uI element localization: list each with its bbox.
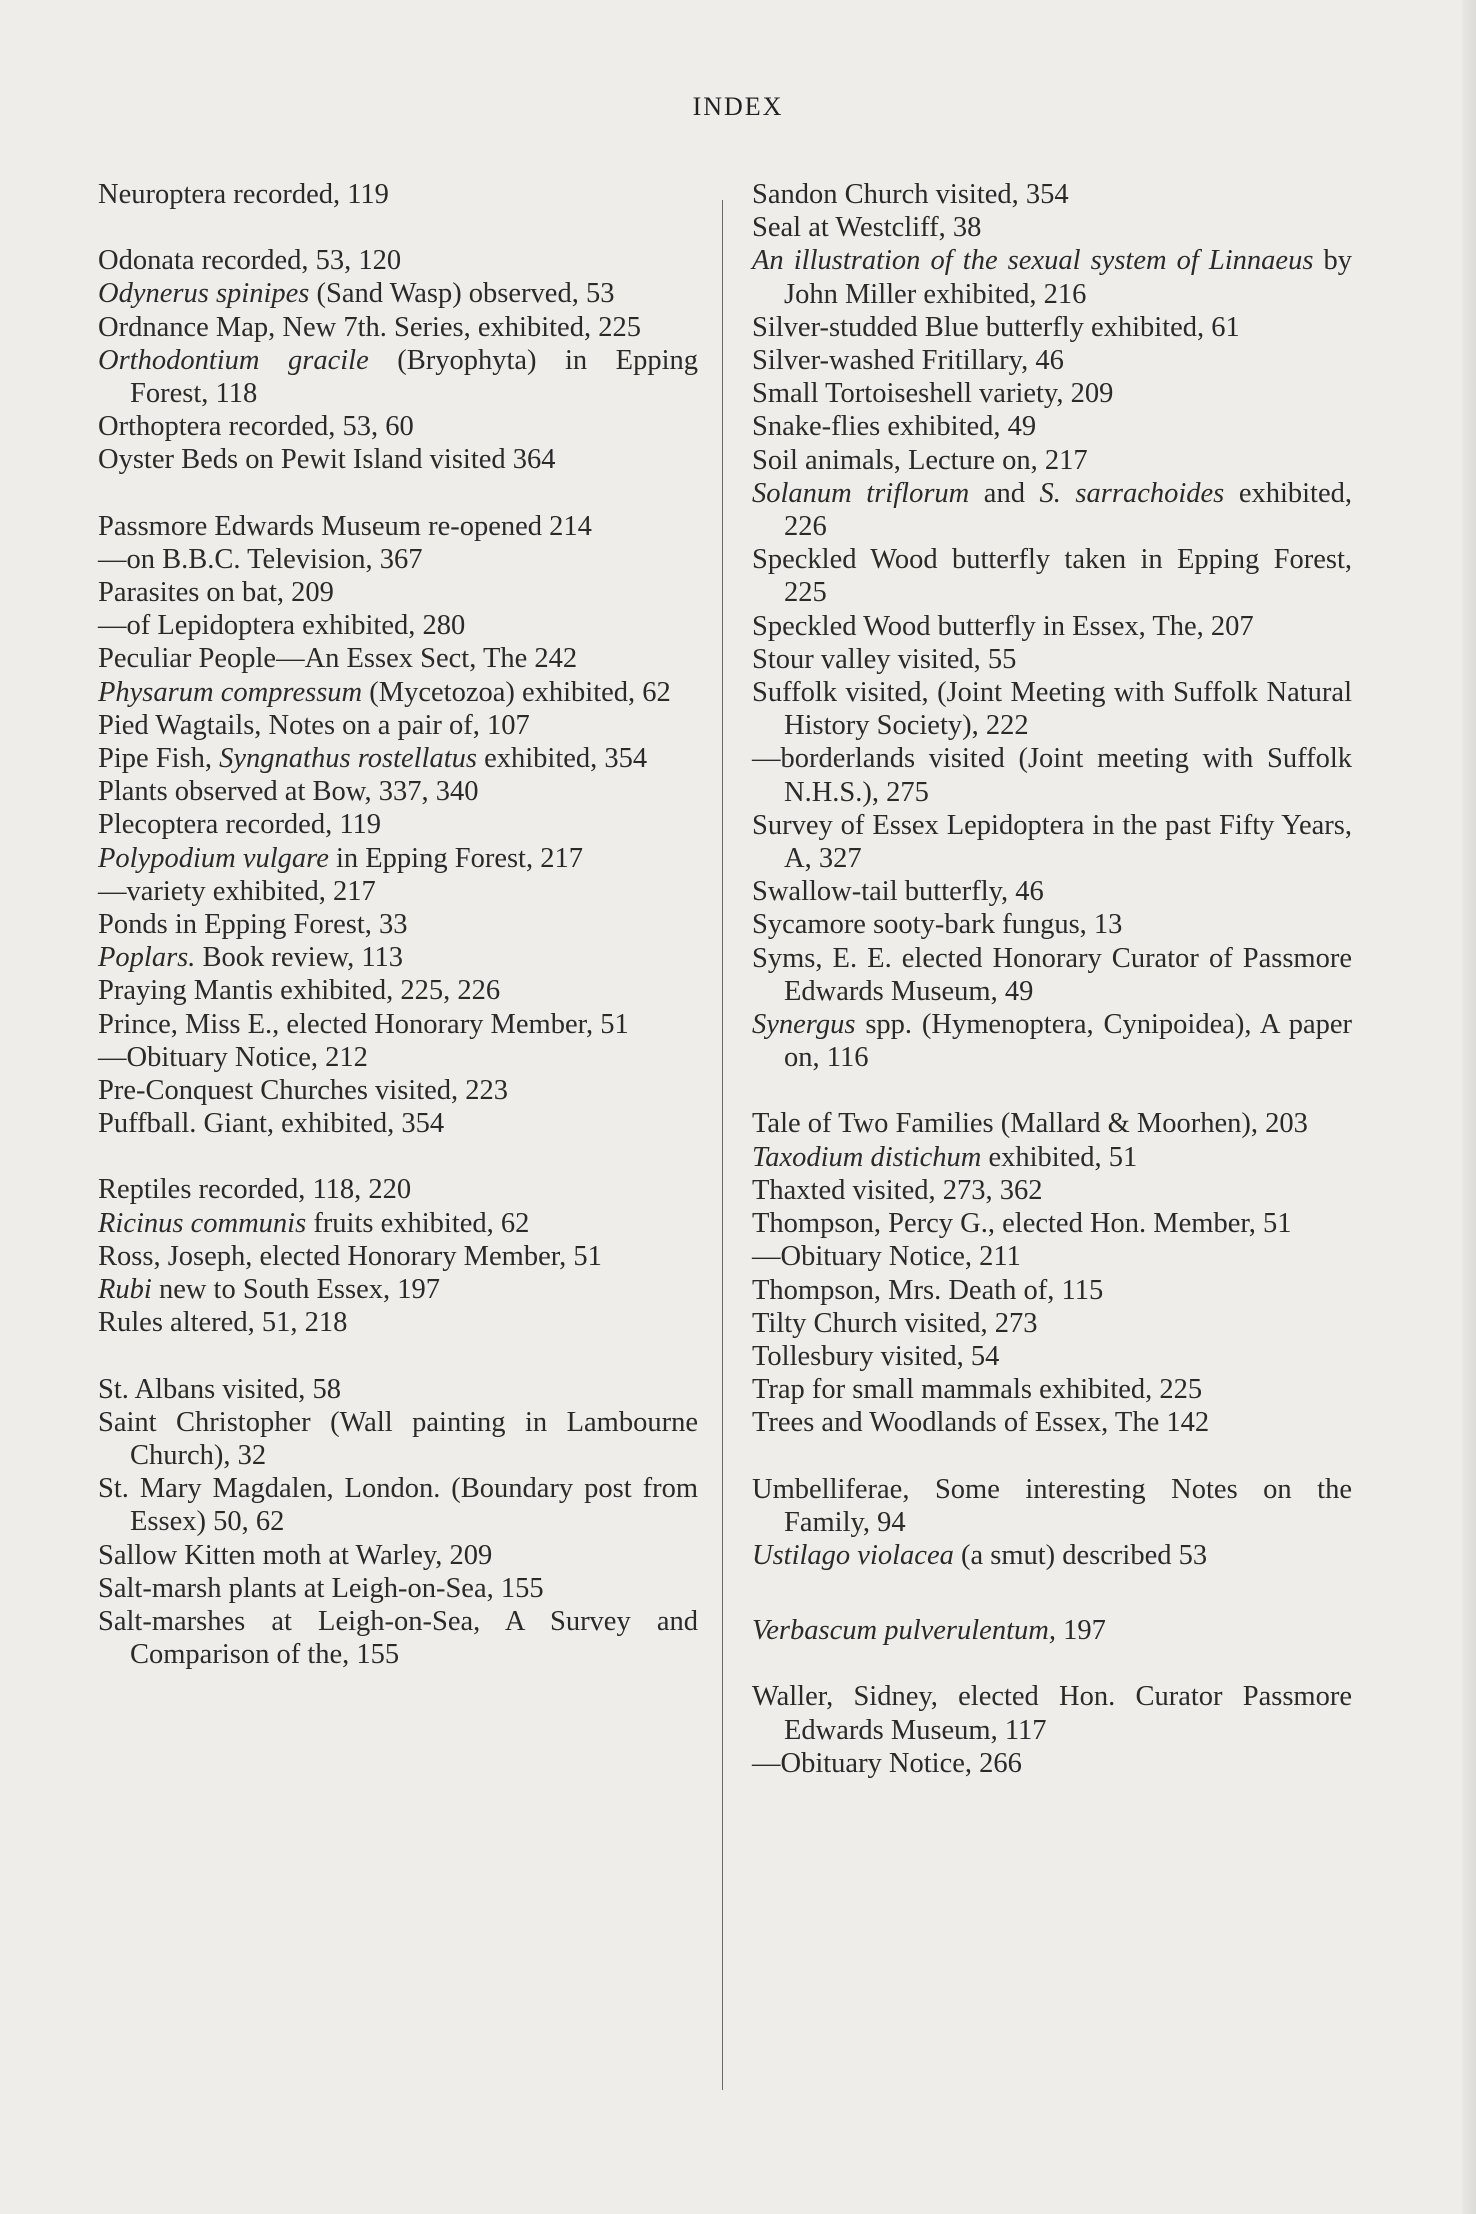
index-entry (98, 1107, 698, 1140)
entry-text: Pre-Conquest Churches visited, 223 (98, 1075, 509, 1107)
index-entry (752, 942, 1352, 1008)
index-entry (98, 1008, 698, 1041)
entry-italic-text: Ricinus communis (98, 1207, 307, 1239)
entry-text: Parasites on bat, 209 (98, 577, 334, 609)
entry-text: Odonata recorded, 53, 120 (98, 245, 402, 277)
entry-text: Thompson, Mrs. Death of, 115 (752, 1274, 1104, 1306)
entry-italic-text: Syngnathus rostellatus (219, 743, 477, 775)
entry-text: Umbelliferae, Some interesting Notes on the Family, 94 (752, 1473, 1352, 1538)
index-entry (98, 875, 698, 908)
entry-text: —borderlands visited (Joint meeting with Suffolk N.H.S.), 275 (752, 743, 1352, 808)
entry-text: Sycamore sooty-bark fungus, 13 (752, 909, 1123, 941)
column-divider (722, 200, 723, 2090)
index-entry (98, 709, 698, 742)
entry-text: —of Lepidoptera exhibited, 280 (98, 610, 466, 642)
entry-italic-text: Poplars. (98, 942, 196, 974)
entry-text: Speckled Wood butterfly taken in Epping Forest, 225 (752, 544, 1352, 609)
entry-text: Rules altered, 51, 218 (98, 1307, 348, 1339)
index-entry (98, 1173, 698, 1206)
entry-text: Ordnance Map, New 7th. Series, exhibited, 225 (98, 311, 641, 343)
entry-italic-text: An illustration of the sexual system of Linnaeus (752, 245, 1314, 277)
entry-text: Pied Wagtails, Notes on a pair of, 107 (98, 709, 530, 741)
letter-group-gap (752, 1440, 1352, 1473)
entry-text: Praying Mantis exhibited, 225, 226 (98, 975, 501, 1007)
index-entry (98, 775, 698, 808)
entry-italic-text: Synergus (752, 1009, 856, 1041)
entry-text: spp. (Hymenoptera, Cynipoidea), A paper on, 116 (784, 1009, 1352, 1074)
entry-text: Stour valley visited, 55 (752, 643, 1017, 675)
entry-text: (Mycetozoa) exhibited, 62 (362, 676, 671, 708)
entry-text: Survey of Essex Lepidoptera in the past Fifty Years, A, 327 (752, 809, 1352, 875)
entry-text: (Bryophyta) in Epping Forest, 118 (130, 344, 698, 410)
letter-group-gap (752, 1572, 1352, 1614)
entry-text: Silver-washed Fritillary, 46 (752, 345, 1064, 377)
entry-text: —Obituary Notice, 266 (752, 1747, 1022, 1779)
entry-text: Sandon Church visited, 354 (752, 179, 1069, 210)
entry-text: Oyster Beds on Pewit Island visited 364 (98, 444, 556, 476)
entry-italic-text: Verbascum pulverulentum, (752, 1615, 1056, 1647)
entry-text: new to South Essex, 197 (151, 1274, 440, 1306)
index-entry (752, 311, 1352, 344)
index-entry (752, 1174, 1352, 1207)
entry-text: Tollesbury visited, 54 (752, 1340, 1000, 1372)
entry-text: Puffball. Giant, exhibited, 354 (98, 1108, 445, 1140)
entry-italic-text: Orthodontium gracile (98, 344, 369, 376)
entry-text: Soil animals, Lecture on, 217 (752, 444, 1088, 476)
index-entry (752, 1340, 1352, 1373)
entry-text: Seal at Westcliff, 38 (752, 212, 982, 244)
index-entry (752, 178, 1352, 211)
letter-group-gap (98, 211, 698, 244)
entry-text: Syms, E. E. elected Honorary Curator of Passmore Edwards Museum, 49 (752, 942, 1352, 1007)
entry-text: St. Albans visited, 58 (98, 1373, 342, 1405)
entry-italic-text: Physarum compressum (98, 676, 363, 708)
letter-group-gap (752, 1647, 1352, 1680)
entry-text: Swallow-tail butterfly, 46 (752, 876, 1044, 908)
index-entry (752, 1473, 1352, 1539)
index-entry (752, 410, 1352, 443)
index-entry (98, 808, 698, 841)
entry-text: Small Tortoiseshell variety, 209 (752, 378, 1114, 410)
index-entry (98, 510, 698, 543)
index-entry (98, 609, 698, 642)
index-entry (98, 576, 698, 609)
entry-text: 197 (1055, 1615, 1106, 1647)
entry-text: Peculiar People—An Essex Sect, The 242 (98, 643, 578, 675)
index-entry (752, 244, 1352, 310)
index-entry (752, 1207, 1352, 1240)
index-entry (98, 742, 698, 775)
letter-group-gap (98, 1340, 698, 1373)
index-entry (98, 1605, 698, 1671)
index-entry (752, 643, 1352, 676)
entry-text: Orthoptera recorded, 53, 60 (98, 411, 414, 443)
index-entry (98, 974, 698, 1007)
entry-text: Plecoptera recorded, 119 (98, 809, 382, 841)
page-edge (1462, 0, 1476, 2214)
index-entry (752, 1373, 1352, 1406)
index-column-right (752, 178, 1352, 1780)
entry-text: St. Mary Magdalen, London. (Boundary post from Essex) 50, 62 (98, 1473, 698, 1538)
entry-text: Trees and Woodlands of Essex, The 142 (752, 1407, 1210, 1439)
entry-text: Saint Christopher (Wall painting in Lambourne Church), 32 (98, 1406, 698, 1471)
index-entry (752, 344, 1352, 377)
index-entry (752, 875, 1352, 908)
entry-text: Neuroptera recorded, 119 (98, 179, 389, 210)
entry-text: Trap for small mammals exhibited, 225 (752, 1374, 1203, 1406)
index-entry (98, 676, 698, 709)
index-entry (752, 610, 1352, 643)
letter-group-gap (752, 1074, 1352, 1107)
index-entry (98, 1539, 698, 1572)
index-entry (752, 1008, 1352, 1074)
index-entry (752, 1240, 1352, 1273)
index-entry (98, 1572, 698, 1605)
entry-text: —variety exhibited, 217 (98, 875, 376, 907)
entry-text: Salt-marshes at Leigh-on-Sea, A Survey and Comparison of the, 155 (98, 1605, 698, 1671)
entry-text: Tilty Church visited, 273 (752, 1307, 1038, 1339)
entry-text: Passmore Edwards Museum re-opened 214 (98, 510, 592, 542)
index-entry (752, 1614, 1352, 1647)
index-entry (98, 443, 698, 476)
entry-text: by John Miller exhibited, 216 (784, 245, 1352, 310)
entry-text: Pipe Fish, (98, 743, 220, 775)
entry-text: Thaxted visited, 273, 362 (752, 1174, 1043, 1206)
entry-text: Plants observed at Bow, 337, 340 (98, 776, 479, 808)
index-entry (752, 1680, 1352, 1746)
entry-text: Ponds in Epping Forest, 33 (98, 909, 408, 941)
index-entry (752, 742, 1352, 808)
entry-text: Silver-studded Blue butterfly exhibited, 61 (752, 311, 1240, 343)
index-entry (752, 543, 1352, 609)
index-entry (98, 277, 698, 310)
entry-text: Ross, Joseph, elected Honorary Member, 51 (98, 1240, 602, 1272)
entry-text: Snake-flies exhibited, 49 (752, 411, 1037, 443)
entry-italic-text: Rubi (98, 1274, 152, 1306)
letter-group-gap (98, 1140, 698, 1173)
index-column-left (98, 178, 698, 1671)
index-entry (752, 477, 1352, 543)
index-entry (98, 941, 698, 974)
index-entry (752, 1307, 1352, 1340)
index-entry (98, 1041, 698, 1074)
entry-italic-text: S. sarrachoides (1039, 477, 1225, 509)
index-entry (752, 211, 1352, 244)
index-entry (752, 1141, 1352, 1174)
index-entry (752, 1406, 1352, 1439)
entry-text: in Epping Forest, 217 (328, 842, 583, 874)
entry-text: and (969, 477, 1040, 509)
letter-group-gap (98, 477, 698, 510)
entry-italic-text: Taxodium distichum (752, 1141, 982, 1173)
index-entry (98, 410, 698, 443)
entry-italic-text: Ustilago violacea (752, 1539, 954, 1571)
entry-text: Sallow Kitten moth at Warley, 209 (98, 1539, 493, 1571)
index-entry (98, 1373, 698, 1406)
index-entry (752, 1107, 1352, 1140)
index-entry (98, 642, 698, 675)
entry-text: Prince, Miss E., elected Honorary Member, 51 (98, 1008, 629, 1040)
entry-text: (Sand Wasp) observed, 53 (309, 278, 615, 310)
index-entry (752, 1747, 1352, 1780)
index-entry (98, 543, 698, 576)
entry-text: Salt-marsh plants at Leigh-on-Sea, 155 (98, 1572, 544, 1604)
entry-text: Suffolk visited, (Joint Meeting with Suffolk Natural History Society), 222 (752, 677, 1352, 742)
index-entry (752, 377, 1352, 410)
entry-text: exhibited, 226 (784, 477, 1352, 543)
index-entry (98, 1472, 698, 1538)
index-entry (98, 344, 698, 410)
entry-text: Reptiles recorded, 118, 220 (98, 1174, 412, 1206)
index-entry (98, 842, 698, 875)
entry-text: —Obituary Notice, 212 (98, 1041, 368, 1073)
index-entry (98, 244, 698, 277)
index-entry (98, 1306, 698, 1339)
entry-italic-text: Solanum triflorum (752, 477, 970, 509)
entry-text: Thompson, Percy G., elected Hon. Member, 51 (752, 1208, 1292, 1240)
entry-text: —Obituary Notice, 211 (752, 1241, 1021, 1273)
index-entry (752, 1539, 1352, 1572)
index-entry (98, 311, 698, 344)
index-entry (752, 1274, 1352, 1307)
index-entry (98, 1240, 698, 1273)
entry-text: exhibited, 51 (981, 1141, 1138, 1173)
entry-italic-text: Polypodium vulgare (98, 842, 329, 874)
index-entry (98, 1273, 698, 1306)
entry-text: exhibited, 354 (476, 743, 648, 775)
index-entry (98, 1207, 698, 1240)
entry-text: fruits exhibited, 62 (306, 1207, 530, 1239)
index-entry (752, 809, 1352, 875)
entry-text: —on B.B.C. Television, 367 (98, 543, 423, 575)
entry-text: Tale of Two Families (Mallard & Moorhen), 203 (752, 1108, 1308, 1140)
entry-text: (a smut) described 53 (953, 1539, 1208, 1571)
index-entry (98, 1074, 698, 1107)
entry-italic-text: Odynerus spinipes (98, 278, 310, 310)
entry-text: Waller, Sidney, elected Hon. Curator Passmore Edwards Museum, 117 (752, 1681, 1352, 1746)
index-entry (98, 908, 698, 941)
index-entry (98, 178, 698, 211)
entry-text: Book review, 113 (195, 942, 404, 974)
index-entry (752, 676, 1352, 742)
entry-text: Speckled Wood butterfly in Essex, The, 207 (752, 610, 1254, 642)
index-entry (752, 444, 1352, 477)
index-entry (752, 908, 1352, 941)
page-title: INDEX (692, 92, 784, 121)
index-entry (98, 1406, 698, 1472)
